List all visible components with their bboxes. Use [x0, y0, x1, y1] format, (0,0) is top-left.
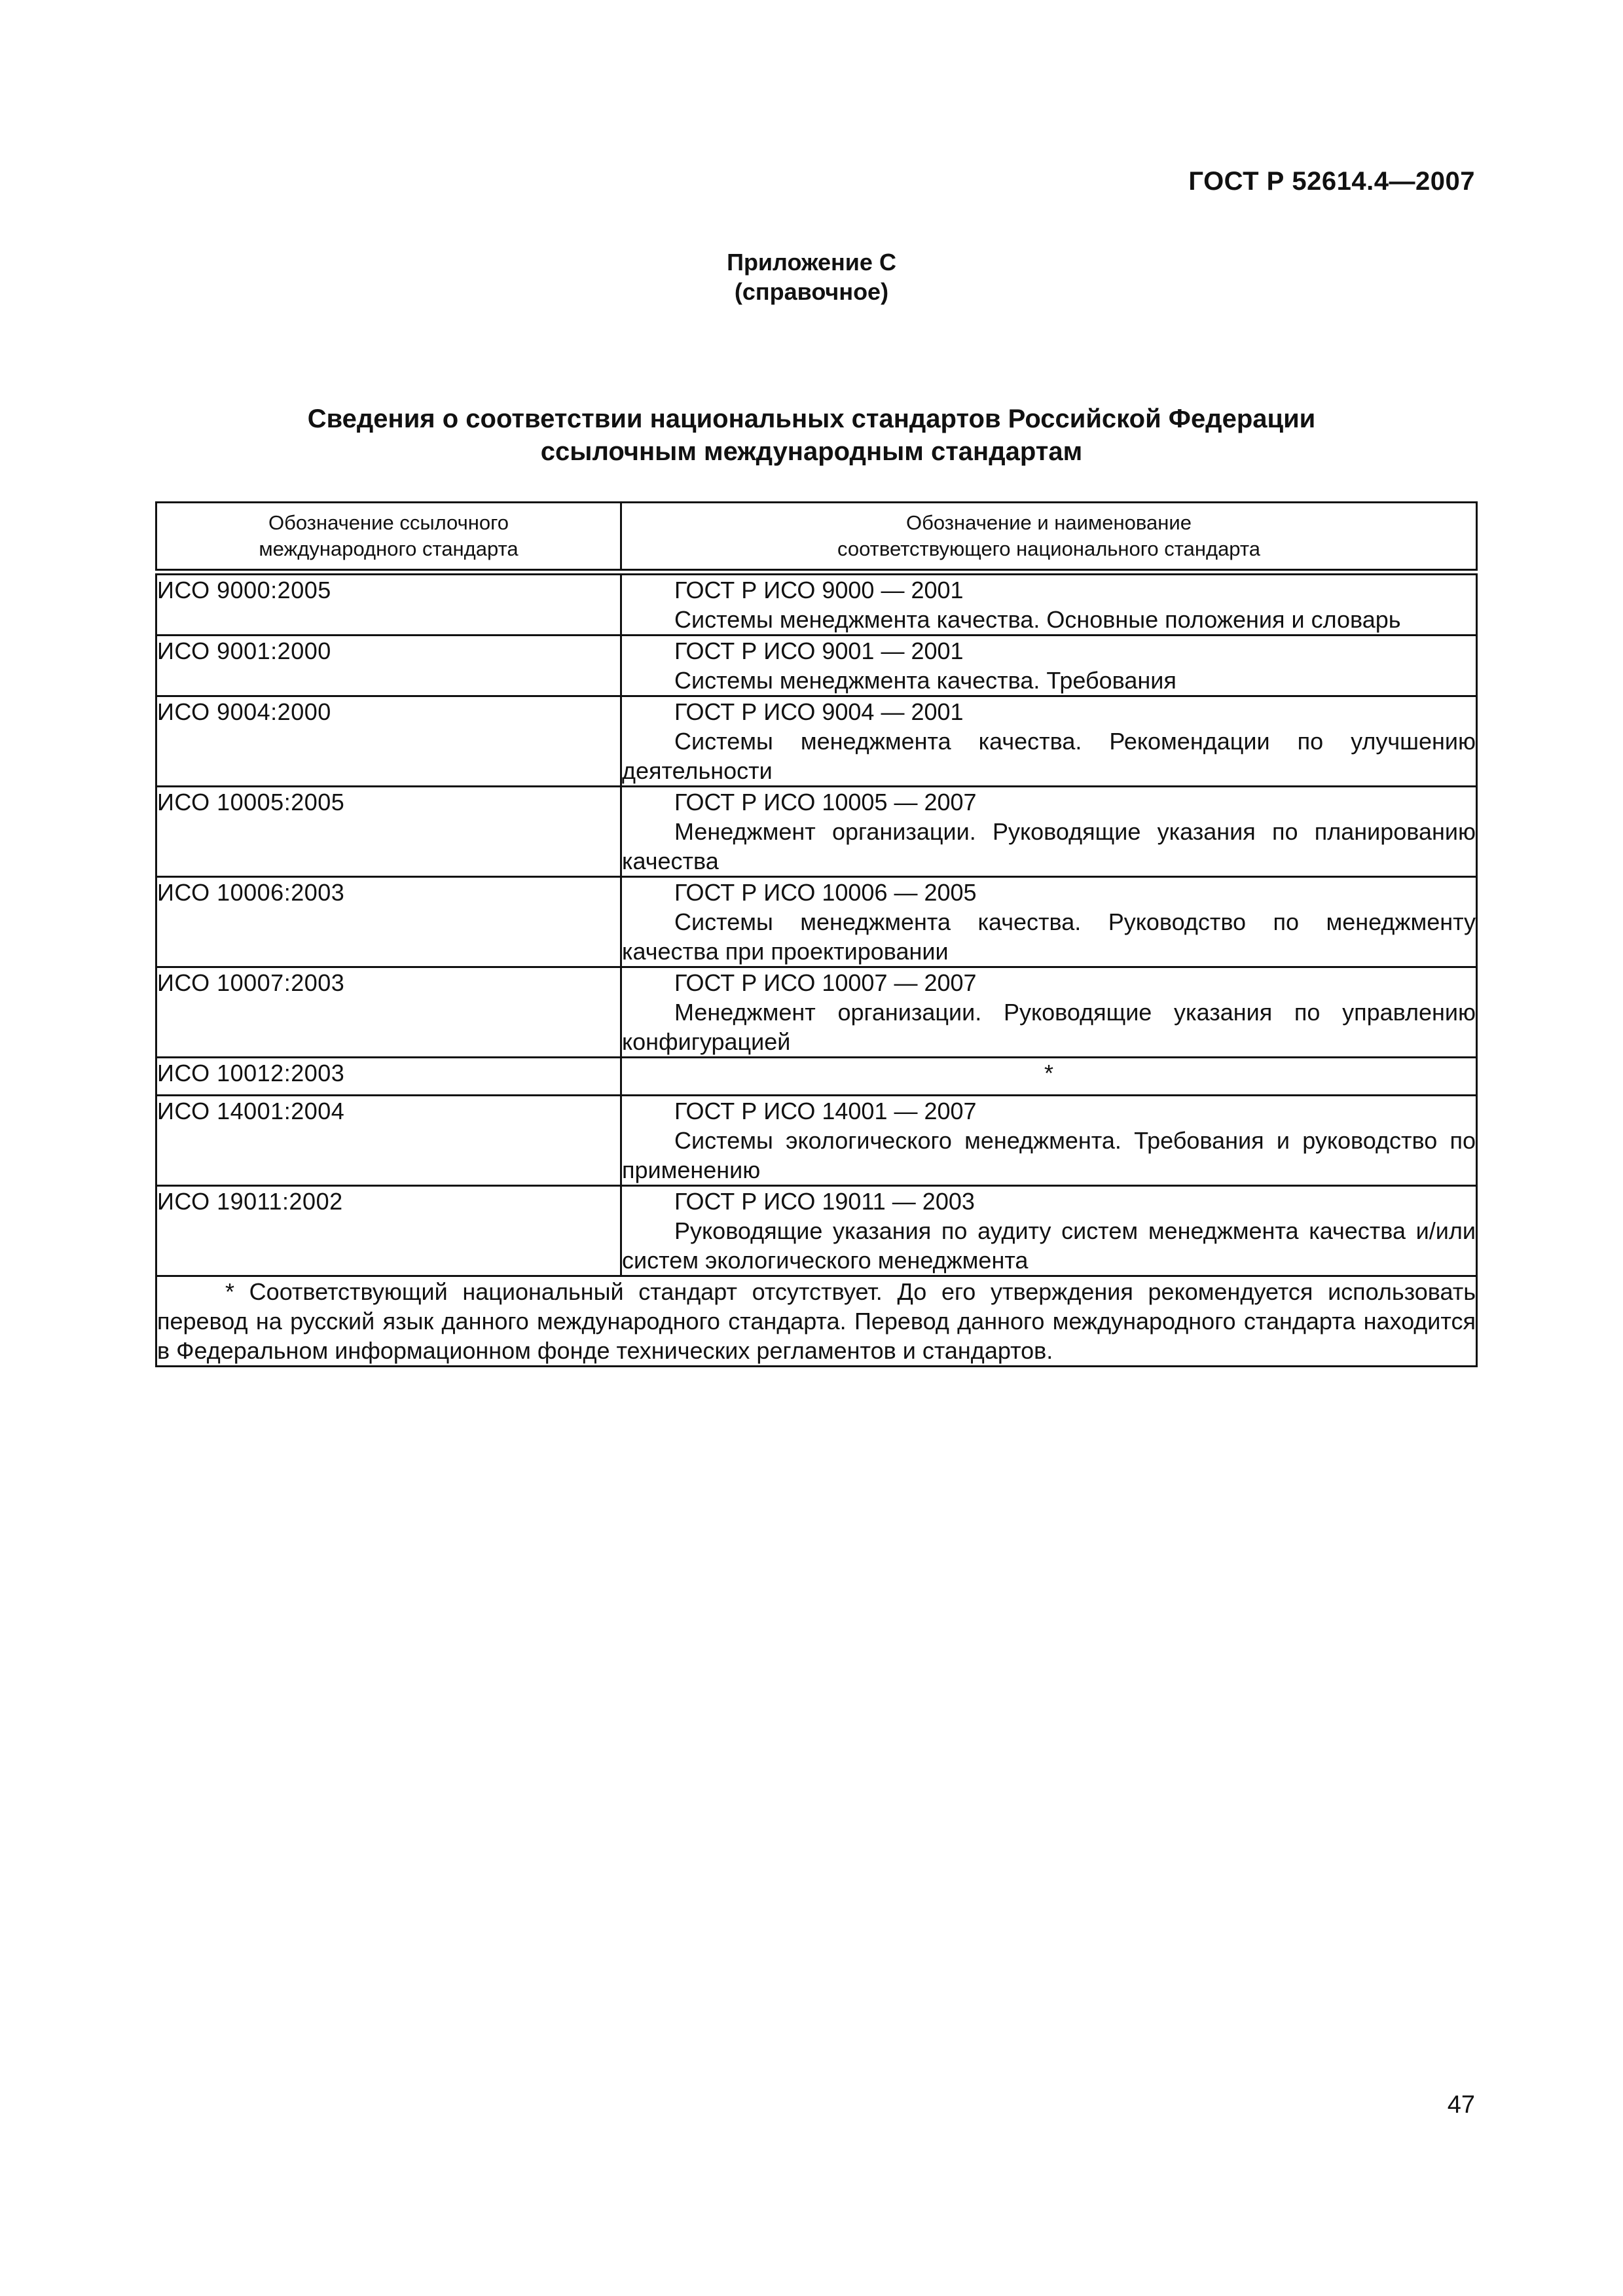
- page-number: 47: [1447, 2091, 1475, 2119]
- national-code: ГОСТ Р ИСО 9000 — 2001: [674, 577, 964, 603]
- national-standard: [621, 1096, 1477, 1186]
- appendix-type: (справочное): [734, 278, 889, 305]
- document-code: ГОСТ Р 52614.4—2007: [1188, 167, 1475, 196]
- iso-designation: ИСО 14001:2004: [156, 1096, 621, 1186]
- header-col2-line1: Обозначение и наименование: [906, 511, 1192, 534]
- table-title-line-2: ссылочным международным стандартам: [540, 437, 1083, 466]
- national-standard: [621, 1186, 1477, 1276]
- national-standard: [621, 572, 1477, 636]
- table-footnote-row: [156, 1276, 1477, 1367]
- national-code: ГОСТ Р ИСО 14001 — 2007: [674, 1098, 977, 1124]
- national-standard: [621, 696, 1477, 787]
- national-name: Системы менеджмента качества. Основные положения и словарь: [674, 606, 1401, 633]
- correspondence-table: [155, 501, 1478, 1367]
- header-col2-line2: соответствующего национального стандарта: [837, 537, 1260, 560]
- national-name: Системы менеджмента качества. Рекомендации по улучшению деятельности: [622, 728, 1476, 784]
- table-row: [156, 967, 1477, 1058]
- appendix-label: Приложение С: [727, 249, 896, 276]
- national-code: ГОСТ Р ИСО 10005 — 2007: [674, 789, 977, 816]
- table-row: [156, 877, 1477, 967]
- national-code: ГОСТ Р ИСО 10007 — 2007: [674, 969, 977, 996]
- national-name: Менеджмент организации. Руководящие указания по планированию качества: [622, 818, 1476, 874]
- national-standard: [621, 877, 1477, 967]
- iso-designation: ИСО 9001:2000: [156, 636, 621, 696]
- national-name: Менеджмент организации. Руководящие указания по управлению конфигурацией: [622, 999, 1476, 1055]
- national-name: Системы экологического менеджмента. Требования и руководство по применению: [622, 1127, 1476, 1183]
- national-code: ГОСТ Р ИСО 19011 — 2003: [674, 1188, 975, 1215]
- table-row: [156, 1096, 1477, 1186]
- header-international-standard: [156, 503, 621, 573]
- table-row: [156, 572, 1477, 636]
- appendix-heading: [0, 247, 1623, 306]
- national-name: Системы менеджмента качества. Руководство по менеджменту качества при проектировании: [622, 908, 1476, 965]
- iso-designation: ИСО 9000:2005: [156, 572, 621, 636]
- no-national-standard-mark: *: [621, 1058, 1477, 1096]
- iso-designation: ИСО 10007:2003: [156, 967, 621, 1058]
- header-col1-line2: международного стандарта: [259, 537, 519, 560]
- national-standard: [621, 787, 1477, 877]
- table-row: [156, 1186, 1477, 1276]
- national-standard: [621, 636, 1477, 696]
- iso-designation: ИСО 10012:2003: [156, 1058, 621, 1096]
- iso-designation: ИСО 10005:2005: [156, 787, 621, 877]
- table-row: [156, 1058, 1477, 1096]
- national-code: ГОСТ Р ИСО 9001 — 2001: [674, 637, 964, 664]
- national-standard: [621, 967, 1477, 1058]
- table-title: [0, 403, 1623, 468]
- table-row: [156, 696, 1477, 787]
- national-code: ГОСТ Р ИСО 10006 — 2005: [674, 879, 977, 906]
- table-header-row: [156, 503, 1477, 573]
- national-name: Системы менеджмента качества. Требования: [674, 667, 1176, 694]
- national-name: Руководящие указания по аудиту систем менеджмента качества и/или систем экологического менеджмента: [622, 1217, 1476, 1274]
- iso-designation: ИСО 19011:2002: [156, 1186, 621, 1276]
- table-footnote: * Соответствующий национальный стандарт отсутствует. До его утверждения рекомендуется использовать перевод на русский язык данного международного стандарта. Перевод данного международного стандарта находится в Федеральном информационном фонде технических регламентов и стандартов.: [156, 1276, 1477, 1367]
- iso-designation: ИСО 9004:2000: [156, 696, 621, 787]
- national-code: ГОСТ Р ИСО 9004 — 2001: [674, 698, 964, 725]
- iso-designation: ИСО 10006:2003: [156, 877, 621, 967]
- table-row: [156, 636, 1477, 696]
- header-col1-line1: Обозначение ссылочного: [268, 511, 509, 534]
- header-national-standard: [621, 503, 1477, 573]
- table-title-line-1: Сведения о соответствии национальных стандартов Российской Федерации: [307, 404, 1316, 433]
- table-row: [156, 787, 1477, 877]
